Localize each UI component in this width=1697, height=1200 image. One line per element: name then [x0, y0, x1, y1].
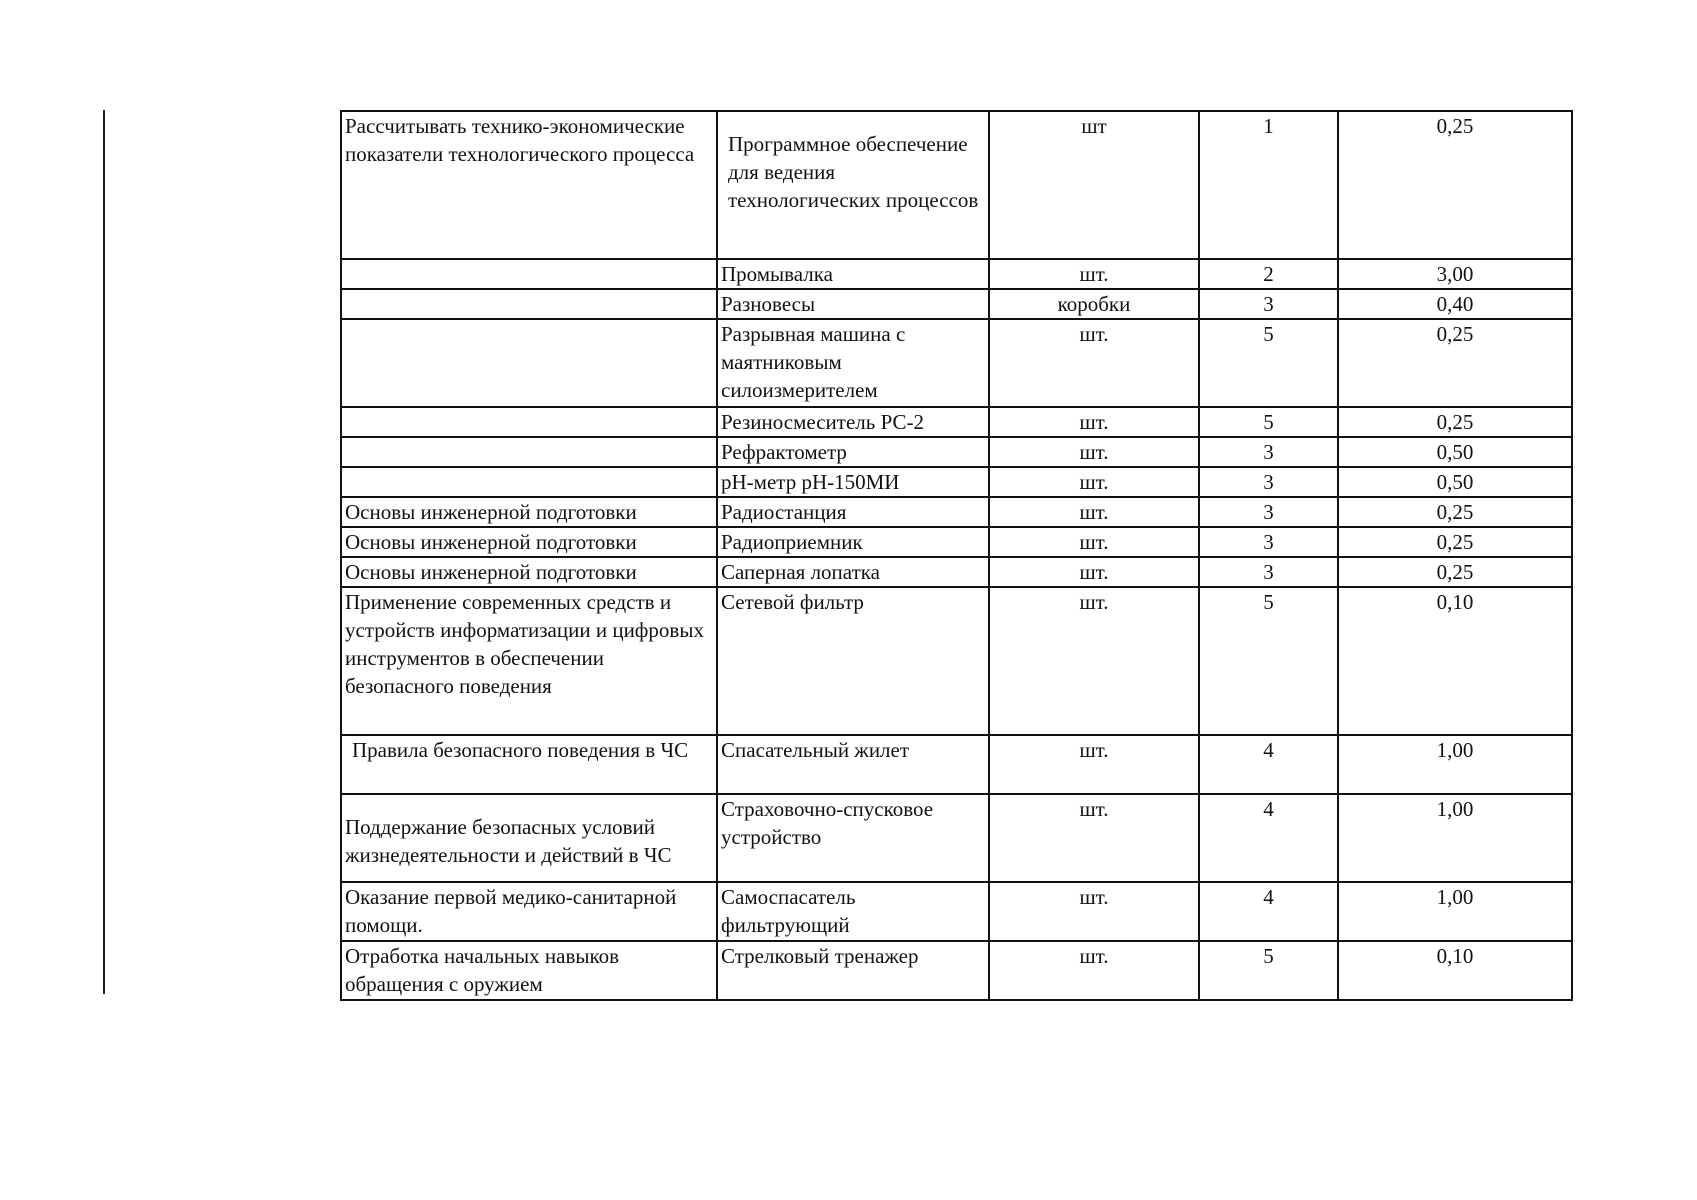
topic-cell: [341, 467, 717, 497]
unit-cell: шт.: [989, 882, 1199, 941]
unit-cell: шт.: [989, 794, 1199, 882]
qty-cell: 2: [1199, 259, 1338, 289]
unit-cell: шт: [989, 111, 1199, 259]
unit-cell: шт.: [989, 437, 1199, 467]
topic-cell: [341, 319, 717, 407]
item-cell: Радиостанция: [717, 497, 989, 527]
table-row: [341, 497, 1572, 527]
value-cell: 0,25: [1338, 497, 1572, 527]
value-cell: 0,10: [1338, 941, 1572, 1000]
qty-cell: 3: [1199, 527, 1338, 557]
unit-cell: коробки: [989, 289, 1199, 319]
topic-cell: [341, 259, 717, 289]
item-cell: Самоспасатель фильтрующий: [717, 882, 989, 941]
topic-cell: Оказание первой медико-санитарной помощи.: [341, 882, 717, 941]
qty-cell: 3: [1199, 289, 1338, 319]
page-margin-rule: [103, 110, 105, 994]
item-cell: Радиоприемник: [717, 527, 989, 557]
table-row: [341, 527, 1572, 557]
item-cell: Рефрактометр: [717, 437, 989, 467]
qty-cell: 3: [1199, 467, 1338, 497]
value-cell: 0,25: [1338, 319, 1572, 407]
unit-cell: шт.: [989, 319, 1199, 407]
table-row: [341, 941, 1572, 1000]
item-cell: pH-метр pH-150МИ: [717, 467, 989, 497]
item-cell: Стрелковый тренажер: [717, 941, 989, 1000]
qty-cell: 5: [1199, 407, 1338, 437]
value-cell: 0,10: [1338, 587, 1572, 735]
value-cell: 0,25: [1338, 527, 1572, 557]
topic-cell: [341, 289, 717, 319]
qty-cell: 5: [1199, 941, 1338, 1000]
value-cell: 0,25: [1338, 557, 1572, 587]
unit-cell: шт.: [989, 407, 1199, 437]
table-row: [341, 111, 1572, 259]
qty-cell: 4: [1199, 882, 1338, 941]
unit-cell: шт.: [989, 259, 1199, 289]
value-cell: 0,50: [1338, 467, 1572, 497]
item-cell: Программное обеспечение для ведения технологических процессов: [717, 111, 989, 259]
table-row: [341, 437, 1572, 467]
value-cell: 1,00: [1338, 794, 1572, 882]
qty-cell: 3: [1199, 557, 1338, 587]
table-row: [341, 735, 1572, 794]
topic-cell: [341, 437, 717, 467]
table-row: [341, 319, 1572, 407]
topic-cell: Основы инженерной подготовки: [341, 497, 717, 527]
table-row: [341, 407, 1572, 437]
value-cell: 1,00: [1338, 882, 1572, 941]
unit-cell: шт.: [989, 527, 1199, 557]
value-cell: 0,25: [1338, 407, 1572, 437]
item-cell: Сетевой фильтр: [717, 587, 989, 735]
item-cell: Промывалка: [717, 259, 989, 289]
table-row: [341, 587, 1572, 735]
unit-cell: шт.: [989, 587, 1199, 735]
item-cell: Саперная лопатка: [717, 557, 989, 587]
unit-cell: шт.: [989, 557, 1199, 587]
topic-cell: Отработка начальных навыков обращения с оружием: [341, 941, 717, 1000]
qty-cell: 5: [1199, 319, 1338, 407]
unit-cell: шт.: [989, 467, 1199, 497]
value-cell: 0,50: [1338, 437, 1572, 467]
topic-cell: [341, 407, 717, 437]
qty-cell: 3: [1199, 437, 1338, 467]
value-cell: 1,00: [1338, 735, 1572, 794]
item-cell: Разрывная машина с маятниковым силоизмерителем: [717, 319, 989, 407]
qty-cell: 5: [1199, 587, 1338, 735]
equipment-table: [340, 110, 1573, 1001]
unit-cell: шт.: [989, 941, 1199, 1000]
table-row: [341, 467, 1572, 497]
item-cell: Спасательный жилет: [717, 735, 989, 794]
topic-cell: Правила безопасного поведения в ЧС: [341, 735, 717, 794]
qty-cell: 4: [1199, 735, 1338, 794]
unit-cell: шт.: [989, 497, 1199, 527]
table-row: [341, 259, 1572, 289]
topic-cell: Рассчитывать технико-экономические показатели технологического процесса: [341, 111, 717, 259]
qty-cell: 1: [1199, 111, 1338, 259]
topic-cell: Поддержание безопасных условий жизнедеятельности и действий в ЧС: [341, 794, 717, 882]
topic-cell: Основы инженерной подготовки: [341, 557, 717, 587]
topic-cell: Применение современных средств и устройств информатизации и цифровых инструментов в обеспечении безопасного поведения: [341, 587, 717, 735]
item-cell: Страховочно-спусковое устройство: [717, 794, 989, 882]
item-cell: Разновесы: [717, 289, 989, 319]
topic-cell: Основы инженерной подготовки: [341, 527, 717, 557]
table-row: [341, 557, 1572, 587]
table-row: [341, 882, 1572, 941]
value-cell: 3,00: [1338, 259, 1572, 289]
qty-cell: 4: [1199, 794, 1338, 882]
qty-cell: 3: [1199, 497, 1338, 527]
value-cell: 0,40: [1338, 289, 1572, 319]
item-cell: Резиносмеситель РС-2: [717, 407, 989, 437]
table-row: [341, 289, 1572, 319]
table-row: [341, 794, 1572, 882]
unit-cell: шт.: [989, 735, 1199, 794]
value-cell: 0,25: [1338, 111, 1572, 259]
